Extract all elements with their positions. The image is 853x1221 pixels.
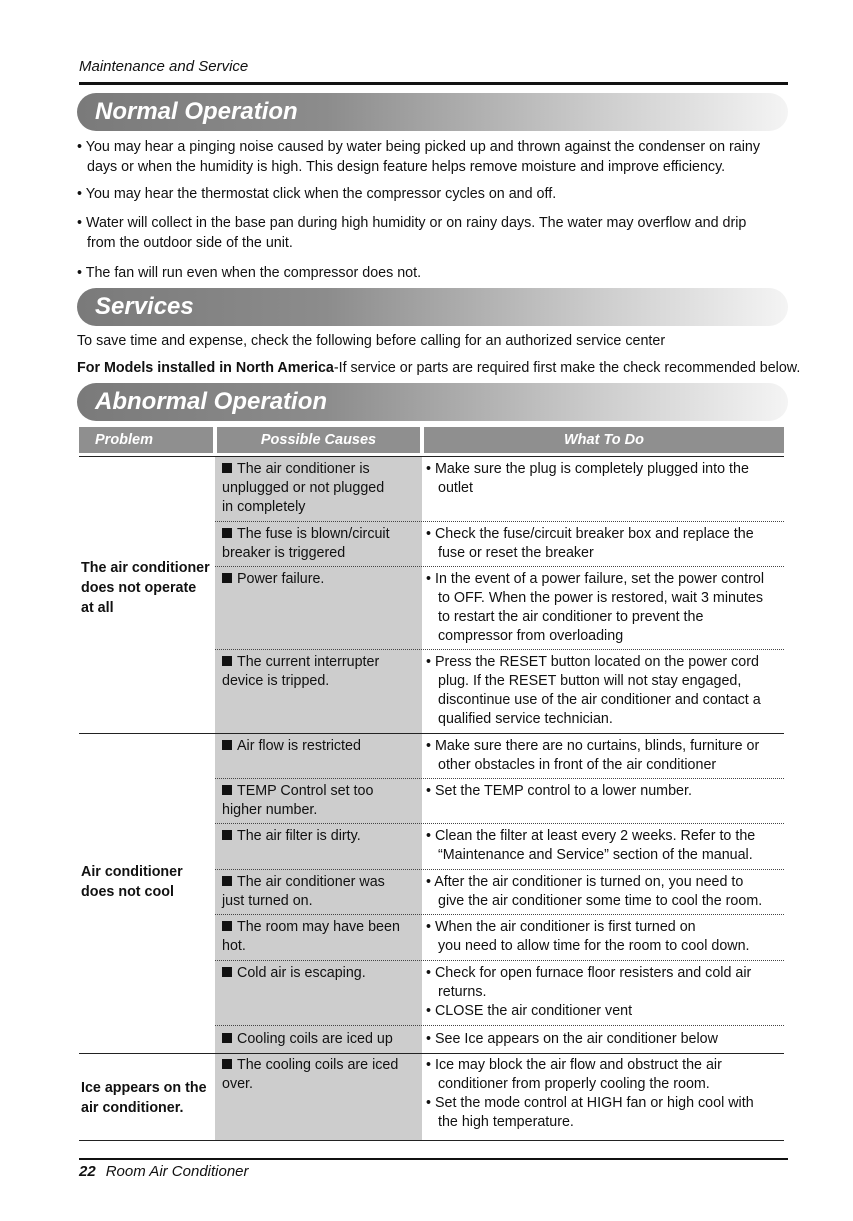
- square-bullet-icon: [222, 463, 232, 473]
- cause-text: The fuse is blown/circuit: [237, 526, 390, 542]
- problem-ice: [81, 1078, 215, 1118]
- cause-line-first: [222, 873, 418, 892]
- todo-text: • In the event of a power failure, set the power control: [426, 571, 764, 587]
- square-bullet-icon: [222, 876, 232, 886]
- square-bullet-icon: [222, 921, 232, 931]
- header-problem: Problem: [79, 427, 213, 453]
- cause-line-first: [222, 570, 418, 589]
- cause-cell: [222, 525, 418, 563]
- todo-text: returns.: [438, 984, 487, 1000]
- north-america-label: For Models installed in North America: [77, 360, 334, 376]
- todo-cell: [426, 525, 784, 563]
- cause-line-first: [222, 1030, 418, 1049]
- todo-text: fuse or reset the breaker: [438, 545, 594, 561]
- todo-text: other obstacles in front of the air conditioner: [438, 757, 717, 773]
- cause-text: unplugged or not plugged: [222, 480, 385, 496]
- abnormal-operation-banner: Abnormal Operation: [77, 383, 788, 421]
- problem-line: does not cool: [81, 884, 174, 900]
- cause-text: The air conditioner was: [237, 874, 385, 890]
- todo-cell: [426, 653, 784, 729]
- cause-text: higher number.: [222, 802, 318, 818]
- todo-cell: [426, 460, 784, 498]
- todo-cell: [426, 1030, 784, 1049]
- cause-text: Cooling coils are iced up: [237, 1031, 393, 1047]
- normal-item-2-line1: • You may hear the thermostat click when the compressor cycles on and off.: [77, 186, 557, 202]
- row-rule: [215, 1025, 784, 1026]
- problem-not-cool: [81, 862, 215, 902]
- row-rule: [215, 566, 784, 567]
- cause-line-first: [222, 525, 418, 544]
- cause-text: in completely: [222, 499, 306, 515]
- problem-line: Ice appears on the: [81, 1080, 207, 1096]
- header-what-to-do: What To Do: [424, 427, 784, 453]
- page-number: 22: [79, 1163, 96, 1180]
- todo-text: • Press the RESET button located on the power cord: [426, 654, 759, 670]
- row-rule: [215, 521, 784, 522]
- header-possible-causes: Possible Causes: [217, 427, 420, 453]
- cause-line-first: [222, 460, 418, 479]
- north-america-text: -If service or parts are required first make the check recommended below.: [333, 360, 801, 376]
- todo-text: • Set the TEMP control to a lower number.: [426, 783, 692, 799]
- square-bullet-icon: [222, 528, 232, 538]
- todo-text: conditioner from properly cooling the room.: [438, 1076, 710, 1092]
- footer-title: Room Air Conditioner: [105, 1163, 249, 1180]
- bottom-rule: [79, 1158, 788, 1160]
- row-rule: [215, 960, 784, 961]
- cause-text: The room may have been: [237, 919, 400, 935]
- todo-text: you need to allow time for the room to cool down.: [438, 938, 750, 954]
- section-header: Maintenance and Service: [79, 58, 249, 75]
- normal-item-4: [77, 263, 777, 283]
- cause-text: The current interrupter: [237, 654, 380, 670]
- todo-text: • Check for open furnace floor resisters and cold air: [426, 965, 752, 981]
- normal-item-1: [77, 137, 777, 177]
- todo-cell: [426, 570, 784, 646]
- todo-cell: [426, 827, 784, 865]
- problem-line: air conditioner.: [81, 1100, 184, 1116]
- todo-cell: [426, 737, 784, 775]
- todo-text: • Check the fuse/circuit breaker box and replace the: [426, 526, 754, 542]
- normal-item-3-line2: from the outdoor side of the unit.: [87, 235, 293, 251]
- cause-text: breaker is triggered: [222, 545, 346, 561]
- cause-cell: [222, 737, 418, 756]
- normal-item-3: [77, 213, 777, 253]
- square-bullet-icon: [222, 573, 232, 583]
- cause-line-first: [222, 827, 418, 846]
- cause-text: just turned on.: [222, 893, 313, 909]
- cause-text: The air conditioner is: [237, 461, 370, 477]
- square-bullet-icon: [222, 656, 232, 666]
- cause-cell: [222, 1030, 418, 1049]
- row-rule: [215, 778, 784, 779]
- cause-cell: [222, 653, 418, 691]
- normal-item-1-line1: • You may hear a pinging noise caused by water being picked up and thrown against the condenser on rainy: [77, 139, 760, 155]
- group-rule: [79, 1053, 784, 1054]
- cause-cell: [222, 570, 418, 589]
- todo-text: give the air conditioner some time to cool the room.: [438, 893, 763, 909]
- cause-cell: [222, 460, 418, 517]
- cause-cell: [222, 1056, 418, 1094]
- square-bullet-icon: [222, 967, 232, 977]
- square-bullet-icon: [222, 1033, 232, 1043]
- table-top-rule: [79, 456, 784, 457]
- todo-text: • Make sure there are no curtains, blinds, furniture or: [426, 738, 760, 754]
- cause-text: TEMP Control set too: [237, 783, 374, 799]
- row-rule: [215, 823, 784, 824]
- services-intro: To save time and expense, check the following before calling for an authorized service center: [77, 333, 666, 349]
- todo-text: • Clean the filter at least every 2 weeks. Refer to the: [426, 828, 756, 844]
- todo-cell: [426, 873, 784, 911]
- cause-line-first: [222, 964, 418, 983]
- cause-text: The cooling coils are iced: [237, 1057, 399, 1073]
- row-rule: [215, 649, 784, 650]
- todo-text: • Set the mode control at HIGH fan or high cool with: [426, 1095, 754, 1111]
- todo-text: “Maintenance and Service” section of the manual.: [438, 847, 753, 863]
- services-north-america: [77, 358, 801, 378]
- cause-text: The air filter is dirty.: [237, 828, 361, 844]
- cause-text: device is tripped.: [222, 673, 330, 689]
- cause-line-first: [222, 782, 418, 801]
- cause-text: hot.: [222, 938, 246, 954]
- todo-text: to OFF. When the power is restored, wait 3 minutes: [438, 590, 763, 606]
- todo-cell: [426, 918, 784, 956]
- cause-cell: [222, 964, 418, 983]
- normal-item-4-line1: • The fan will run even when the compressor does not.: [77, 265, 422, 281]
- cause-cell: [222, 918, 418, 956]
- problem-line: does not operate: [81, 580, 197, 596]
- cause-cell: [222, 827, 418, 846]
- todo-text: to restart the air conditioner to prevent the: [438, 609, 704, 625]
- cause-line-first: [222, 918, 418, 937]
- todo-text: • See Ice appears on the air conditioner below: [426, 1031, 718, 1047]
- problem-line: The air conditioner: [81, 560, 210, 576]
- cause-text: over.: [222, 1076, 253, 1092]
- todo-text: the high temperature.: [438, 1114, 574, 1130]
- cause-line-first: [222, 653, 418, 672]
- todo-text: qualified service technician.: [438, 711, 613, 727]
- cause-cell: [222, 782, 418, 820]
- square-bullet-icon: [222, 1059, 232, 1069]
- todo-cell: [426, 964, 784, 1021]
- cause-text: Power failure.: [237, 571, 325, 587]
- table-bottom-rule: [79, 1140, 784, 1141]
- problem-not-operate: [81, 558, 215, 618]
- todo-text: • Ice may block the air flow and obstruct the air: [426, 1057, 722, 1073]
- todo-text: outlet: [438, 480, 473, 496]
- todo-cell: [426, 1056, 784, 1132]
- normal-item-3-line1: • Water will collect in the base pan during high humidity or on rainy days. The water may overflow and drip: [77, 215, 747, 231]
- todo-text: discontinue use of the air conditioner and contact a: [438, 692, 761, 708]
- cause-text: Cold air is escaping.: [237, 965, 366, 981]
- page-footer: [79, 1163, 249, 1180]
- top-rule: [79, 82, 788, 85]
- normal-operation-banner: Normal Operation: [77, 93, 788, 131]
- todo-text: compressor from overloading: [438, 628, 624, 644]
- todo-cell: [426, 782, 784, 801]
- normal-item-2: [77, 184, 777, 204]
- group-rule: [79, 733, 784, 734]
- row-rule: [215, 914, 784, 915]
- cause-line-first: [222, 737, 418, 756]
- todo-text: • Make sure the plug is completely plugged into the: [426, 461, 749, 477]
- square-bullet-icon: [222, 785, 232, 795]
- todo-text: • After the air conditioner is turned on, you need to: [426, 874, 744, 890]
- problem-line: at all: [81, 600, 114, 616]
- todo-text: plug. If the RESET button will not stay engaged,: [438, 673, 742, 689]
- cause-cell: [222, 873, 418, 911]
- cause-line-first: [222, 1056, 418, 1075]
- normal-item-1-line2: days or when the humidity is high. This design feature helps remove moisture and improve efficiency.: [87, 159, 726, 175]
- todo-text: • CLOSE the air conditioner vent: [426, 1003, 633, 1019]
- square-bullet-icon: [222, 830, 232, 840]
- problem-line: Air conditioner: [81, 864, 183, 880]
- row-rule: [215, 869, 784, 870]
- square-bullet-icon: [222, 740, 232, 750]
- cause-text: Air flow is restricted: [237, 738, 361, 754]
- todo-text: • When the air conditioner is first turned on: [426, 919, 696, 935]
- services-banner: Services: [77, 288, 788, 326]
